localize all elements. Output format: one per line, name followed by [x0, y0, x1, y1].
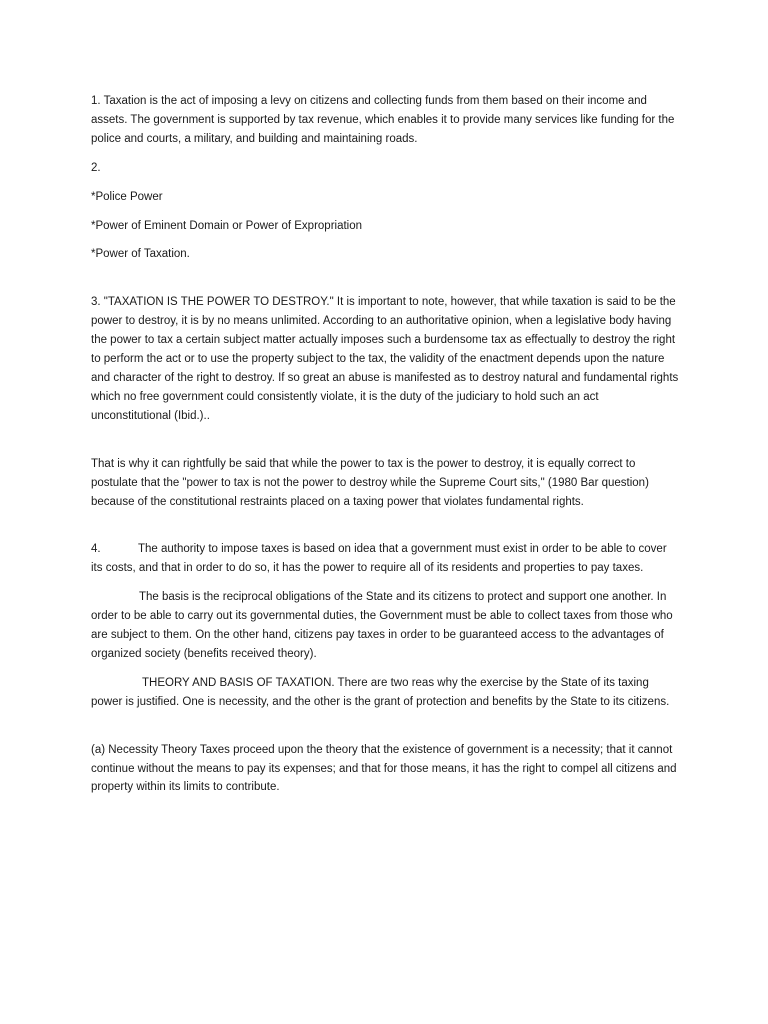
paragraph-1-taxation-definition: 1. Taxation is the act of imposing a levy on citizens and collecting funds from them based on their income and assets. The government is supported by tax revenue, which enables it to provide many services like funding for the police and courts, a military, and building and maintaining roads. [91, 95, 675, 145]
paragraph-supreme-court: That is why it can rightfully be said that while the power to tax is the power to destroy, it is equally correct to postulate that the "power to tax is not the power to destroy while the Supreme Court sits," (1980 Bar question) because of the constitutional restraints placed on a taxing power that violates fundamental rights. [91, 457, 649, 508]
paragraph-4-text: The authority to impose taxes is based on idea that a government must exist in order to be able to cover its costs, and that in order to do so, it has the power to require all of its residents and properties to pay taxes. [91, 543, 667, 575]
paragraph-theory-and-basis: THEORY AND BASIS OF TAXATION. There are two reas why the exercise by the State of its taxing power is justified. One is necessity, and the other is the grant of protection and benefits by the State to its citizens. [91, 676, 670, 708]
document-body [91, 92, 679, 797]
paragraph-reciprocal-obligations: The basis is the reciprocal obligations of the State and its citizens to protect and support one another. In order to be able to carry out its governmental duties, the Government must be able to collect taxes from those who are subject to them. On the other hand, citizens pay taxes in order to be guaranteed access to the advantages of organized society (benefits received theory). [91, 591, 673, 660]
list-item-power-of-taxation: *Power of Taxation. [91, 248, 190, 261]
paragraph-4-number: 4. [91, 543, 101, 556]
paragraph-2-number: 2. [91, 161, 101, 174]
paragraph-3-power-to-destroy: 3. "TAXATION IS THE POWER TO DESTROY." It is important to note, however, that while taxation is said to be the power to destroy, it is by no means unlimited. According to an authoritative opinion, when a legislative body having the power to tax a certain subject matter actually imposes such a burdensome tax as effectually to destroy the right to perform the act or to use the property subject to the tax, the validity of the enactment depends upon the nature and character of the right to destroy. If so great an abuse is manifested as to destroy natural and fundamental rights which no free government could consistently violate, it is the duty of the judiciary to hold such an act unconstitutional (Ibid.).. [91, 296, 679, 422]
paragraph-necessity-theory: (a) Necessity Theory Taxes proceed upon the theory that the existence of government is a necessity; that it cannot continue without the means to pay its expenses; and that for those means, it has the right to compel all citizens and property within its limits to contribute. [91, 743, 677, 794]
list-item-police-power: *Police Power [91, 190, 163, 203]
list-item-eminent-domain: *Power of Eminent Domain or Power of Expropriation [91, 219, 363, 232]
paragraph-4-authority [91, 540, 679, 578]
